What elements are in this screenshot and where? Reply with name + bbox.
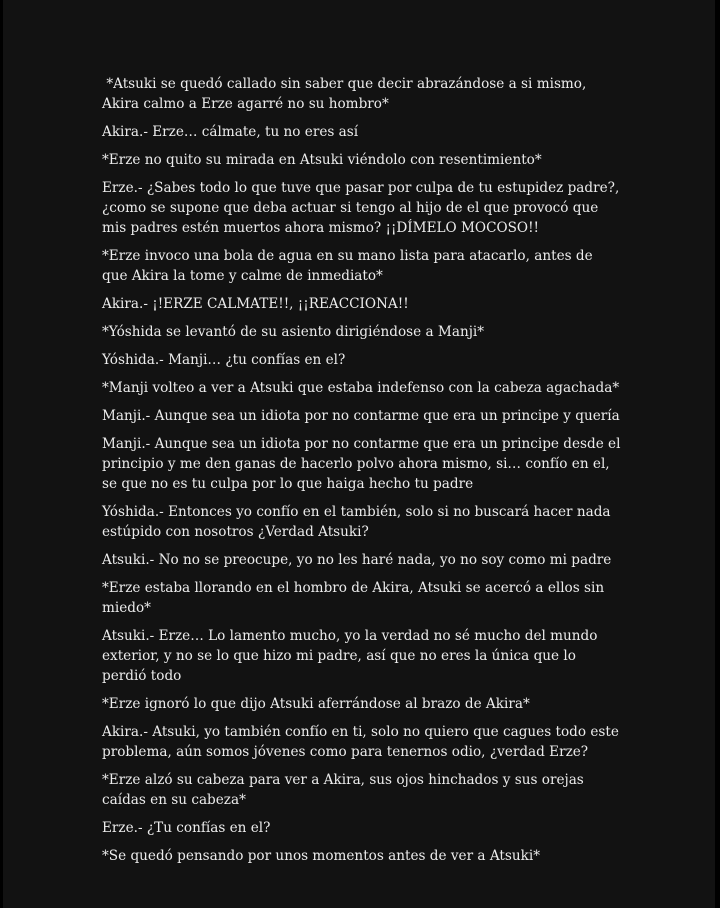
paragraph: Akira.- ¡!ERZE CALMATE!!, ¡¡REACCIONA!! (102, 296, 409, 312)
paragraph: Yóshida.- Manji… ¿tu confías en el? (102, 352, 346, 368)
paragraph: Atsuki.- No no se preocupe, yo no les haré nada, yo no soy como mi padre (102, 552, 612, 568)
paragraph: Erze.- ¿Sabes todo lo que tuve que pasar por culpa de tu estupidez padre?, ¿como se supone que deba actuar si tengo al hijo de el que provocó que mis padres estén muertos ahora mismo? ¡¡DÍMELO MOCOSO!! (102, 180, 624, 236)
paragraph: Atsuki.- Erze… Lo lamento mucho, yo la verdad no sé mucho del mundo exterior, y no se lo que hizo mi padre, así que no eres la única que lo perdió todo (102, 628, 602, 684)
story-text (102, 74, 625, 874)
paragraph: Manji.- Aunque sea un idiota por no contarme que era un principe desde el principio y me den ganas de hacerlo polvo ahora mismo, si… confío en el, se que no es tu culpa por lo que haiga hecho tu padre (102, 436, 625, 492)
paragraph: Yóshida.- Entonces yo confío en el también, solo si no buscará hacer nada estúpido con nosotros ¿Verdad Atsuki? (102, 504, 615, 540)
paragraph: *Erze no quito su mirada en Atsuki viéndolo con resentimiento* (102, 152, 542, 168)
paragraph: *Manji volteo a ver a Atsuki que estaba indefenso con la cabeza agachada* (102, 380, 620, 396)
paragraph: *Erze alzó su cabeza para ver a Akira, sus ojos hinchados y sus orejas caídas en su cabeza* (102, 772, 589, 808)
paragraph: *Erze estaba llorando en el hombro de Akira, Atsuki se acercó a ellos sin miedo* (102, 580, 609, 616)
paragraph: *Yóshida se levantó de su asiento dirigiéndose a Manji* (102, 324, 485, 340)
paragraph: *Se quedó pensando por unos momentos antes de ver a Atsuki* (102, 848, 540, 864)
paragraph: Erze.- ¿Tu confías en el? (102, 820, 271, 836)
paragraph: *Erze invoco una bola de agua en su mano lista para atacarlo, antes de que Akira la tome y calme de inmediato* (102, 248, 597, 284)
paragraph: Akira.- Erze… cálmate, tu no eres así (102, 124, 359, 140)
paragraph: *Atsuki se quedó callado sin saber que decir abrazándose a si mismo, Akira calmo a Erze agarré no su hombro* (102, 76, 591, 112)
paragraph: Manji.- Aunque sea un idiota por no contarme que era un principe y quería (102, 408, 620, 424)
document-page (3, 0, 715, 908)
paragraph: Akira.- Atsuki, yo también confío en ti, solo no quiero que cagues todo este problema, aún somos jóvenes como para tenernos odio, ¿verdad Erze? (102, 724, 624, 760)
paragraph: *Erze ignoró lo que dijo Atsuki aferrándose al brazo de Akira* (102, 696, 530, 712)
